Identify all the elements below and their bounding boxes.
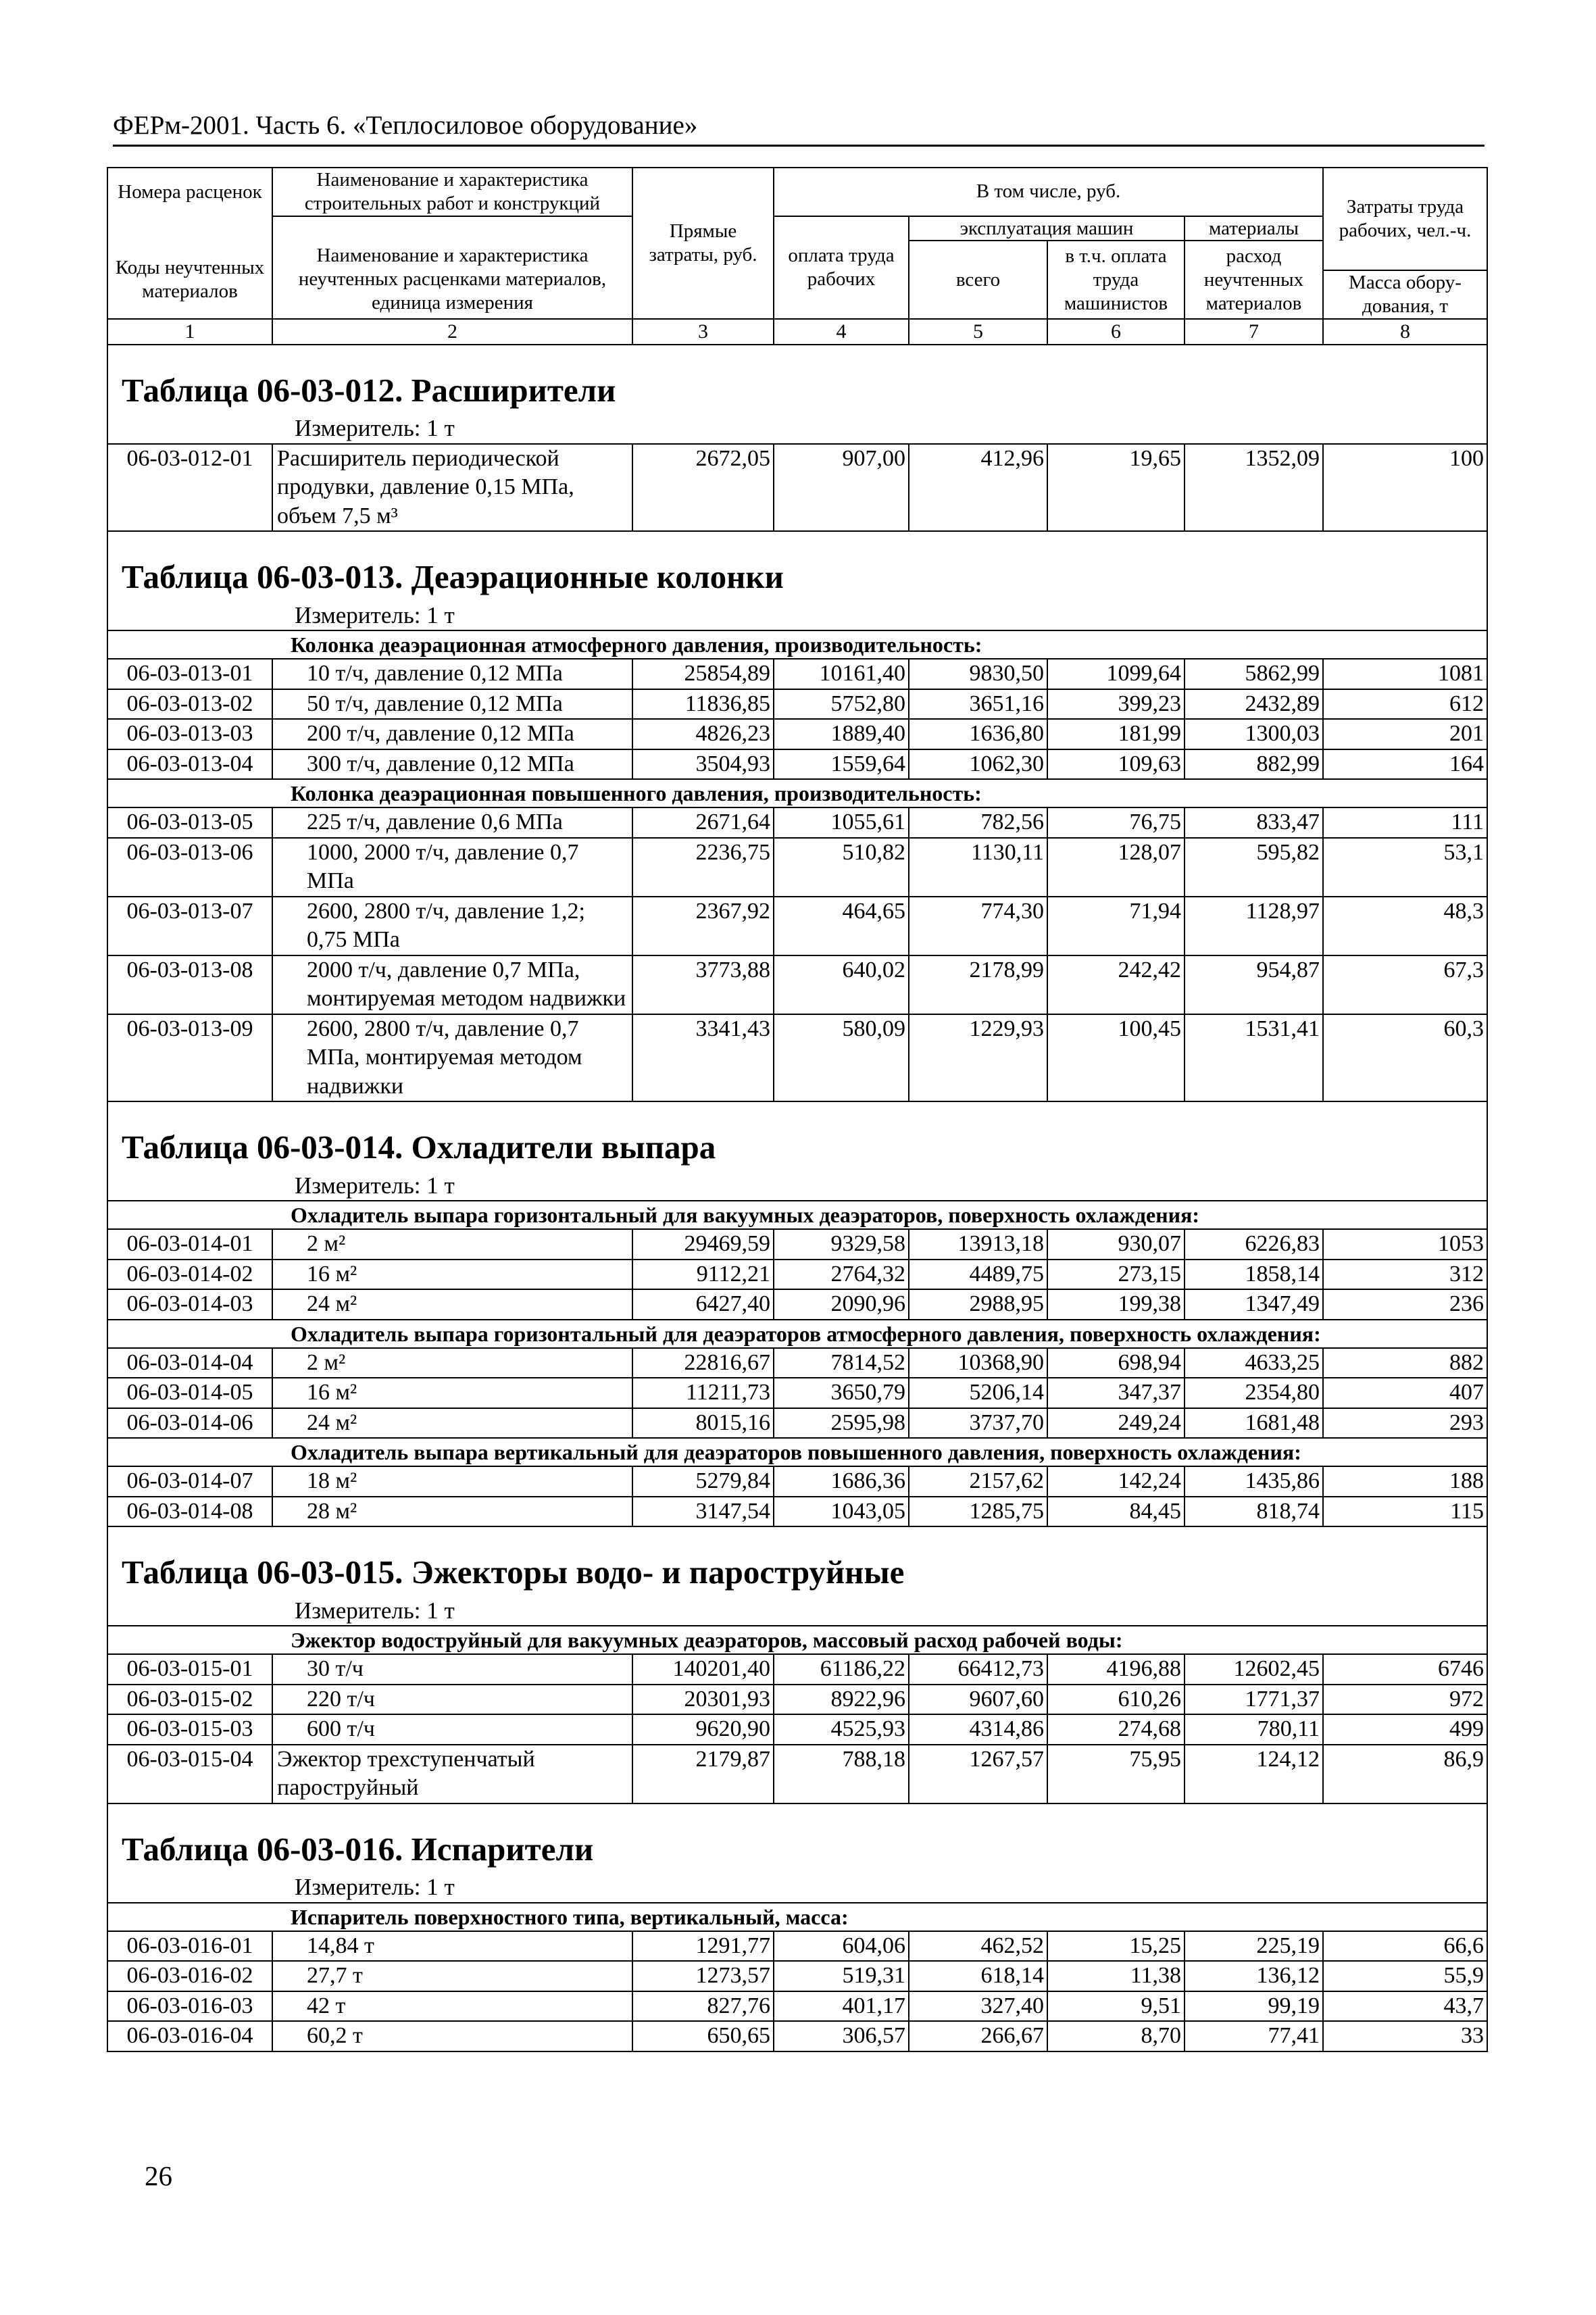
rate-code: 06-03-013-02	[107, 689, 272, 720]
direct-cost: 3147,54	[632, 1497, 774, 1527]
rate-code: 06-03-014-02	[107, 1260, 272, 1290]
work-name: 27,7 т	[272, 1961, 632, 1991]
table-row	[107, 1260, 1487, 1290]
table-row	[107, 1685, 1487, 1715]
labor-hours: 67,3	[1323, 955, 1487, 1014]
machines-total: 1285,75	[909, 1497, 1047, 1527]
table-row	[107, 444, 1487, 532]
machines-total: 2157,62	[909, 1466, 1047, 1497]
direct-cost: 6427,40	[632, 1289, 774, 1320]
labor-hours: 66,6	[1323, 1931, 1487, 1962]
group-subtitle: Колонка деаэрационная атмосферного давления, производительность:	[107, 630, 1487, 659]
direct-cost: 9620,90	[632, 1714, 774, 1745]
machinist-pay: 19,65	[1047, 444, 1184, 532]
rate-code: 06-03-016-04	[107, 2021, 272, 2051]
table-row	[107, 1714, 1487, 1745]
labor-hours: 972	[1323, 1685, 1487, 1715]
col-index-5: 5	[909, 319, 1047, 345]
labor-pay: 1559,64	[774, 749, 909, 780]
group-subtitle: Испаритель поверхностного типа, вертикальный, масса:	[107, 1903, 1487, 1931]
materials: 595,82	[1184, 838, 1323, 897]
incl-header: В том числе, руб.	[774, 168, 1323, 216]
machines-total: 774,30	[909, 897, 1047, 955]
machinist-pay: 128,07	[1047, 838, 1184, 897]
machines-total: 782,56	[909, 807, 1047, 838]
materials: 1681,48	[1184, 1408, 1323, 1439]
direct-cost: 1291,77	[632, 1931, 774, 1962]
materials: 6226,83	[1184, 1229, 1323, 1260]
col6-header: в т.ч. оплата труда машинистов	[1047, 241, 1184, 319]
section-gap	[107, 1101, 1487, 1117]
labor-hours: 100	[1323, 444, 1487, 532]
labor-pay: 306,57	[774, 2021, 909, 2051]
labor-hours: 6746	[1323, 1654, 1487, 1685]
col-index-8: 8	[1323, 319, 1487, 345]
direct-cost: 29469,59	[632, 1229, 774, 1260]
machines-total: 462,52	[909, 1931, 1047, 1962]
table-row	[107, 719, 1487, 749]
page-number: 26	[145, 2160, 172, 2191]
direct-cost: 827,76	[632, 1991, 774, 2022]
group-subtitle: Охладитель выпара вертикальный для деаэраторов повышенного давления, поверхность охлаждения:	[107, 1438, 1487, 1466]
work-name: 18 м²	[272, 1466, 632, 1497]
labor-pay: 788,18	[774, 1745, 909, 1803]
rate-code: 06-03-014-03	[107, 1289, 272, 1320]
section-gap	[107, 1803, 1487, 1819]
rate-code: 06-03-013-04	[107, 749, 272, 780]
labor-pay: 2090,96	[774, 1289, 909, 1320]
direct-cost: 25854,89	[632, 659, 774, 689]
work-name: 2000 т/ч, давление 0,7 МПа, монтируемая методом надвижки	[272, 955, 632, 1014]
labor-hours: 882	[1323, 1348, 1487, 1378]
rate-code: 06-03-016-01	[107, 1931, 272, 1962]
section-title: Таблица 06-03-012. Расширители	[107, 360, 1487, 414]
rate-code: 06-03-016-03	[107, 1991, 272, 2022]
work-name: 16 м²	[272, 1260, 632, 1290]
rate-code: 06-03-013-05	[107, 807, 272, 838]
work-name: 42 т	[272, 1991, 632, 2022]
work-name: 14,84 т	[272, 1931, 632, 1962]
direct-cost: 9112,21	[632, 1260, 774, 1290]
machines-total: 2988,95	[909, 1289, 1047, 1320]
materials: 882,99	[1184, 749, 1323, 780]
direct-cost: 2672,05	[632, 444, 774, 532]
work-name: 1000, 2000 т/ч, давление 0,7 МПа	[272, 838, 632, 897]
col-index-4: 4	[774, 319, 909, 345]
rate-code: 06-03-013-09	[107, 1014, 272, 1102]
work-name: 30 т/ч	[272, 1654, 632, 1685]
direct-cost: 3773,88	[632, 955, 774, 1014]
labor-pay: 1055,61	[774, 807, 909, 838]
direct-cost: 650,65	[632, 2021, 774, 2051]
labor-pay: 8922,96	[774, 1685, 909, 1715]
labor-hours: 60,3	[1323, 1014, 1487, 1102]
col-index-7: 7	[1184, 319, 1323, 345]
direct-cost: 11211,73	[632, 1378, 774, 1408]
table-row	[107, 955, 1487, 1014]
rate-code: 06-03-014-08	[107, 1497, 272, 1527]
materials: 2354,80	[1184, 1378, 1323, 1408]
section-gap	[107, 531, 1487, 547]
machines-total: 4489,75	[909, 1260, 1047, 1290]
labor-hours: 201	[1323, 719, 1487, 749]
direct-cost: 5279,84	[632, 1466, 774, 1497]
rate-code: 06-03-014-04	[107, 1348, 272, 1378]
machinist-pay: 610,26	[1047, 1685, 1184, 1715]
materials: 12602,45	[1184, 1654, 1323, 1685]
rate-code: 06-03-016-02	[107, 1961, 272, 1991]
machines-total: 2178,99	[909, 955, 1047, 1014]
machinist-pay: 273,15	[1047, 1260, 1184, 1290]
materials: 1300,03	[1184, 719, 1323, 749]
table-row	[107, 1229, 1487, 1260]
materials: 1347,49	[1184, 1289, 1323, 1320]
table-row	[107, 1289, 1487, 1320]
rate-code: 06-03-013-03	[107, 719, 272, 749]
labor-pay: 1686,36	[774, 1466, 909, 1497]
col2-header-top: Наименование и характеристика строительных работ и конструкций	[272, 168, 632, 216]
labor-pay: 1889,40	[774, 719, 909, 749]
direct-cost: 2179,87	[632, 1745, 774, 1803]
section-title: Таблица 06-03-015. Эжекторы водо- и пароструйные	[107, 1542, 1487, 1595]
direct-cost: 2236,75	[632, 838, 774, 897]
machines-total: 1062,30	[909, 749, 1047, 780]
table-row	[107, 1378, 1487, 1408]
labor-hours: 111	[1323, 807, 1487, 838]
rate-code: 06-03-013-01	[107, 659, 272, 689]
table-row	[107, 838, 1487, 897]
machinist-pay: 109,63	[1047, 749, 1184, 780]
table-row	[107, 1408, 1487, 1439]
labor-pay: 10161,40	[774, 659, 909, 689]
labor-pay: 2595,98	[774, 1408, 909, 1439]
col3-header: Прямые затраты, руб.	[632, 168, 774, 319]
direct-cost: 22816,67	[632, 1348, 774, 1378]
labor-pay: 4525,93	[774, 1714, 909, 1745]
rate-code: 06-03-013-08	[107, 955, 272, 1014]
rate-code: 06-03-012-01	[107, 444, 272, 532]
table-row	[107, 689, 1487, 720]
machines-total: 412,96	[909, 444, 1047, 532]
rate-code: 06-03-013-07	[107, 897, 272, 955]
table-row	[107, 749, 1487, 780]
machines-total: 1229,93	[909, 1014, 1047, 1102]
direct-cost: 140201,40	[632, 1654, 774, 1685]
rate-code: 06-03-015-04	[107, 1745, 272, 1803]
materials: 1771,37	[1184, 1685, 1323, 1715]
machines-total: 3651,16	[909, 689, 1047, 720]
machinist-pay: 71,94	[1047, 897, 1184, 955]
machines-total: 1267,57	[909, 1745, 1047, 1803]
labor-hours: 236	[1323, 1289, 1487, 1320]
table-row	[107, 1961, 1487, 1991]
direct-cost: 11836,85	[632, 689, 774, 720]
table-row	[107, 1654, 1487, 1685]
rate-code: 06-03-015-02	[107, 1685, 272, 1715]
materials: 99,19	[1184, 1991, 1323, 2022]
machines-total: 5206,14	[909, 1378, 1047, 1408]
machinist-pay: 15,25	[1047, 1931, 1184, 1962]
table-row	[107, 1497, 1487, 1527]
labor-hours: 1053	[1323, 1229, 1487, 1260]
labor-hours: 1081	[1323, 659, 1487, 689]
materials: 124,12	[1184, 1745, 1323, 1803]
machinist-pay: 75,95	[1047, 1745, 1184, 1803]
col5-header: всего	[909, 241, 1047, 319]
rate-code: 06-03-015-03	[107, 1714, 272, 1745]
col-index-3: 3	[632, 319, 774, 345]
labor-hours: 55,9	[1323, 1961, 1487, 1991]
table-row	[107, 1991, 1487, 2022]
work-name: 600 т/ч	[272, 1714, 632, 1745]
labor-pay: 7814,52	[774, 1348, 909, 1378]
work-name: 28 м²	[272, 1497, 632, 1527]
machines-total: 3737,70	[909, 1408, 1047, 1439]
section-unit: Измеритель: 1 т	[107, 414, 1487, 444]
machinist-pay: 76,75	[1047, 807, 1184, 838]
machinist-pay: 399,23	[1047, 689, 1184, 720]
section-unit: Измеритель: 1 т	[107, 1872, 1487, 1903]
machinist-pay: 199,38	[1047, 1289, 1184, 1320]
labor-hours: 43,7	[1323, 1991, 1487, 2022]
page-header: ФЕРм-2001. Часть 6. «Теплосиловое оборудование»	[113, 110, 1485, 147]
direct-cost: 2367,92	[632, 897, 774, 955]
machinist-pay: 930,07	[1047, 1229, 1184, 1260]
labor-pay: 604,06	[774, 1931, 909, 1962]
labor-pay: 401,17	[774, 1991, 909, 2022]
materials: 5862,99	[1184, 659, 1323, 689]
materials-header: материалы	[1184, 216, 1323, 241]
materials: 2432,89	[1184, 689, 1323, 720]
labor-hours: 86,9	[1323, 1745, 1487, 1803]
table-row	[107, 1745, 1487, 1803]
table-row	[107, 1931, 1487, 1962]
machinist-pay: 4196,88	[1047, 1654, 1184, 1685]
work-name: 200 т/ч, давление 0,12 МПа	[272, 719, 632, 749]
labor-pay: 640,02	[774, 955, 909, 1014]
direct-cost: 3504,93	[632, 749, 774, 780]
col2-spacer	[272, 216, 632, 241]
col-index-1: 1	[107, 319, 272, 345]
labor-pay: 5752,80	[774, 689, 909, 720]
labor-pay: 580,09	[774, 1014, 909, 1102]
machinist-pay: 698,94	[1047, 1348, 1184, 1378]
materials: 77,41	[1184, 2021, 1323, 2051]
rate-code: 06-03-014-05	[107, 1378, 272, 1408]
col8-header-bottom: Масса обору-дования, т	[1323, 270, 1487, 319]
section-title: Таблица 06-03-016. Испарители	[107, 1819, 1487, 1872]
machines-total: 1130,11	[909, 838, 1047, 897]
col1-header-top: Номера расценок	[107, 168, 272, 216]
labor-hours: 188	[1323, 1466, 1487, 1497]
work-name: 300 т/ч, давление 0,12 МПа	[272, 749, 632, 780]
machinist-pay: 9,51	[1047, 1991, 1184, 2022]
section-unit: Измеритель: 1 т	[107, 1171, 1487, 1201]
labor-pay: 1043,05	[774, 1497, 909, 1527]
direct-cost: 3341,43	[632, 1014, 774, 1102]
machines-total: 266,67	[909, 2021, 1047, 2051]
machinist-pay: 11,38	[1047, 1961, 1184, 1991]
table-row	[107, 1466, 1487, 1497]
materials: 1435,86	[1184, 1466, 1323, 1497]
machinist-pay: 347,37	[1047, 1378, 1184, 1408]
machinist-pay: 274,68	[1047, 1714, 1184, 1745]
rates-document	[107, 167, 1487, 2052]
work-name: Эжектор трехступенчатый пароструйный	[272, 1745, 632, 1803]
work-name: 24 м²	[272, 1289, 632, 1320]
machinist-pay: 100,45	[1047, 1014, 1184, 1102]
machines-total: 618,14	[909, 1961, 1047, 1991]
section-unit: Измеритель: 1 т	[107, 601, 1487, 631]
machines-total: 10368,90	[909, 1348, 1047, 1378]
work-name: Расширитель периодической продувки, давление 0,15 МПа, объем 7,5 м³	[272, 444, 632, 532]
labor-pay: 510,82	[774, 838, 909, 897]
labor-hours: 33	[1323, 2021, 1487, 2051]
labor-pay: 61186,22	[774, 1654, 909, 1685]
group-subtitle: Эжектор водоструйный для вакуумных деаэраторов, массовый расход рабочей воды:	[107, 1626, 1487, 1654]
work-name: 2 м²	[272, 1229, 632, 1260]
labor-hours: 407	[1323, 1378, 1487, 1408]
table-row	[107, 2021, 1487, 2051]
work-name: 2600, 2800 т/ч, давление 1,2; 0,75 МПа	[272, 897, 632, 955]
materials: 136,12	[1184, 1961, 1323, 1991]
rate-code: 06-03-014-01	[107, 1229, 272, 1260]
machinist-pay: 8,70	[1047, 2021, 1184, 2051]
table-row	[107, 659, 1487, 689]
rate-code: 06-03-013-06	[107, 838, 272, 897]
machinist-pay: 142,24	[1047, 1466, 1184, 1497]
col-index-2: 2	[272, 319, 632, 345]
machines-total: 4314,86	[909, 1714, 1047, 1745]
machinist-pay: 1099,64	[1047, 659, 1184, 689]
machinist-pay: 181,99	[1047, 719, 1184, 749]
direct-cost: 4826,23	[632, 719, 774, 749]
section-unit: Измеритель: 1 т	[107, 1596, 1487, 1626]
labor-hours: 48,3	[1323, 897, 1487, 955]
group-subtitle: Охладитель выпара горизонтальный для деаэраторов атмосферного давления, поверхность охлаждения:	[107, 1320, 1487, 1348]
group-subtitle: Колонка деаэрационная повышенного давления, производительность:	[107, 779, 1487, 807]
col1-header-bottom: Коды неучтенных материалов	[107, 241, 272, 319]
col4-header: оплата труда рабочих	[774, 216, 909, 319]
work-name: 60,2 т	[272, 2021, 632, 2051]
group-subtitle: Охладитель выпара горизонтальный для вакуумных деаэраторов, поверхность охлаждения:	[107, 1201, 1487, 1229]
machinist-pay: 249,24	[1047, 1408, 1184, 1439]
machines-header: эксплуатация машин	[909, 216, 1184, 241]
rate-code: 06-03-015-01	[107, 1654, 272, 1685]
machines-total: 13913,18	[909, 1229, 1047, 1260]
direct-cost: 8015,16	[632, 1408, 774, 1439]
work-name: 2600, 2800 т/ч, давление 0,7 МПа, монтируемая методом надвижки	[272, 1014, 632, 1102]
direct-cost: 20301,93	[632, 1685, 774, 1715]
labor-pay: 2764,32	[774, 1260, 909, 1290]
table-row	[107, 807, 1487, 838]
machines-total: 1636,80	[909, 719, 1047, 749]
labor-hours: 164	[1323, 749, 1487, 780]
column-header-table	[107, 167, 1488, 345]
col1-spacer	[107, 216, 272, 241]
machinist-pay: 84,45	[1047, 1497, 1184, 1527]
work-name: 225 т/ч, давление 0,6 МПа	[272, 807, 632, 838]
materials: 833,47	[1184, 807, 1323, 838]
labor-hours: 53,1	[1323, 838, 1487, 897]
rate-code: 06-03-014-07	[107, 1466, 272, 1497]
machines-total: 66412,73	[909, 1654, 1047, 1685]
labor-hours: 612	[1323, 689, 1487, 720]
labor-hours: 499	[1323, 1714, 1487, 1745]
direct-cost: 1273,57	[632, 1961, 774, 1991]
materials: 1858,14	[1184, 1260, 1323, 1290]
labor-pay: 464,65	[774, 897, 909, 955]
materials: 1531,41	[1184, 1014, 1323, 1102]
col7-header: расход неучтенных материалов	[1184, 241, 1323, 319]
materials: 780,11	[1184, 1714, 1323, 1745]
materials: 225,19	[1184, 1931, 1323, 1962]
work-name: 2 м²	[272, 1348, 632, 1378]
machinist-pay: 242,42	[1047, 955, 1184, 1014]
materials: 4633,25	[1184, 1348, 1323, 1378]
section-gap	[107, 345, 1487, 360]
work-name: 16 м²	[272, 1378, 632, 1408]
machines-total: 327,40	[909, 1991, 1047, 2022]
materials: 818,74	[1184, 1497, 1323, 1527]
rates-table	[107, 345, 1488, 2052]
machines-total: 9607,60	[909, 1685, 1047, 1715]
work-name: 24 м²	[272, 1408, 632, 1439]
direct-cost: 2671,64	[632, 807, 774, 838]
section-gap	[107, 1526, 1487, 1542]
labor-hours: 312	[1323, 1260, 1487, 1290]
work-name: 50 т/ч, давление 0,12 МПа	[272, 689, 632, 720]
labor-pay: 9329,58	[774, 1229, 909, 1260]
col-index-6: 6	[1047, 319, 1184, 345]
table-row	[107, 1014, 1487, 1102]
machines-total: 9830,50	[909, 659, 1047, 689]
work-name: 220 т/ч	[272, 1685, 632, 1715]
section-title: Таблица 06-03-013. Деаэрационные колонки	[107, 547, 1487, 600]
labor-hours: 115	[1323, 1497, 1487, 1527]
labor-hours: 293	[1323, 1408, 1487, 1439]
col8-header-top: Затраты труда рабочих, чел.-ч.	[1323, 168, 1487, 270]
labor-pay: 3650,79	[774, 1378, 909, 1408]
table-row	[107, 897, 1487, 955]
col2-header-bottom: Наименование и характеристика неучтенных расценками материалов, единица измерения	[272, 241, 632, 319]
labor-pay: 907,00	[774, 444, 909, 532]
labor-pay: 519,31	[774, 1961, 909, 1991]
materials: 1352,09	[1184, 444, 1323, 532]
table-row	[107, 1348, 1487, 1378]
materials: 1128,97	[1184, 897, 1323, 955]
materials: 954,87	[1184, 955, 1323, 1014]
work-name: 10 т/ч, давление 0,12 МПа	[272, 659, 632, 689]
rate-code: 06-03-014-06	[107, 1408, 272, 1439]
section-title: Таблица 06-03-014. Охладители выпара	[107, 1117, 1487, 1170]
